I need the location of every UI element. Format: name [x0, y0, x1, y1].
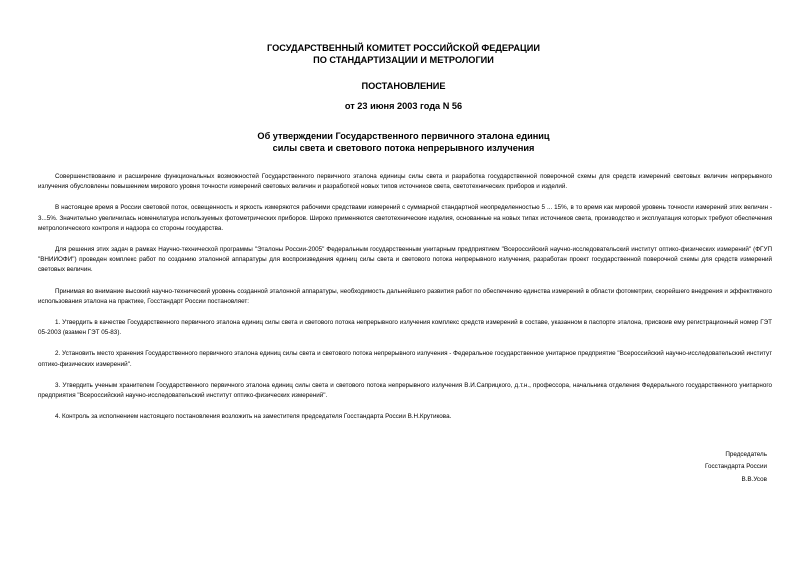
paragraph-1: Совершенствование и расширение функциональных возможностей Государственного первичного эталона единицы силы света и разработка государственной поверочной схемы для средств измерений световых величин непрерывного излучения обусловлены повышением мирового уровня точности измерений световых величин и разработкой новых типов источников света, светотехнических приборов и изделий.: [38, 173, 772, 191]
signatory-organization: Госстандарта России: [705, 463, 767, 471]
paragraph-4: Принимая во внимание высокий научно-технический уровень созданной эталонной аппаратуры, необходимость дальнейшего развития работ по обеспечению единства измерений в области фотометрии, скорейшего внедрения и эффективного использования эталона на практике, Госстандарт России постановляет:: [38, 287, 772, 305]
document-type: ПОСТАНОВЛЕНИЕ: [361, 81, 446, 91]
issuing-authority-header: [0, 43, 807, 66]
document-body: [38, 172, 772, 433]
paragraph-item-2: 2. Установить место хранения Государственного первичного эталона единиц силы света и светового потока непрерывного излучения - Федеральное государственное унитарное предприятие "Всероссийский научно-исследовательский институт оптико-физических измерений".: [38, 350, 772, 368]
paragraph-item-1: 1. Утвердить в качестве Государственного первичного эталона единиц силы света и светового потока непрерывного излучения комплекс средств измерений в составе, указанном в паспорте эталона, присвоив ему регистрационный номер ГЭТ 05-2003 (взамен ГЭТ 05-83).: [38, 319, 772, 337]
document-date: от 23 июня 2003 года N 56: [344, 101, 463, 111]
paragraph-2: В настоящее время в России световой поток, освещенность и яркость измеряются рабочими средствами измерений с суммарной стандартной неопределенностью 5 ... 15%, в то время как мировой уровень точности измерений этих величин - 3...5%. Значительно увеличилась номенклатура используемых фотометрических приборов. Широко применяются светотехнические изделия, основанные на новых типах источников света, производство и эксплуатация которых требуют обеспечения метрологического контроля и надзора со стороны государства.: [38, 204, 772, 232]
title-line-2: силы света и светового потока непрерывного излучения: [272, 142, 535, 153]
signatory-name: В.В.Усов: [741, 475, 767, 483]
signature-block: [705, 449, 767, 486]
authority-line-1: ГОСУДАРСТВЕННЫЙ КОМИТЕТ РОССИЙСКОЙ ФЕДЕРАЦИИ: [267, 43, 540, 53]
title-line-1: Об утверждении Государственного первичного эталона единиц: [257, 131, 550, 141]
document-title: [0, 131, 807, 154]
paragraph-item-3: 3. Утвердить ученым хранителем Государственного первичного эталона единиц силы света и светового потока непрерывного излучения В.И.Саприцкого, д.т.н., профессора, начальника отделения Федерального государственного унитарного предприятия "Всероссийский научно-исследовательский институт оптико-физических измерений".: [38, 381, 772, 400]
signatory-position: Председатель: [725, 451, 767, 458]
authority-line-2: ПО СТАНДАРТИЗАЦИИ И МЕТРОЛОГИИ: [313, 54, 494, 65]
paragraph-3: Для решения этих задач в рамках Научно-технической программы "Эталоны России-2005" Федеральным государственным унитарным предприятием "Всероссийский научно-исследовательский институт оптико-физических измерений" (ФГУП "ВНИИОФИ") проведен комплекс работ по созданию эталонной аппаратуры для воспроизведения единиц силы света и светового потока непрерывного излучения, разработан проект государственной поверочной схемы для средств измерений световых величин.: [38, 246, 772, 274]
paragraph-item-4: 4. Контроль за исполнением настоящего постановления возложить на заместителя председателя Госстандарта России В.Н.Крутикова.: [55, 413, 452, 421]
